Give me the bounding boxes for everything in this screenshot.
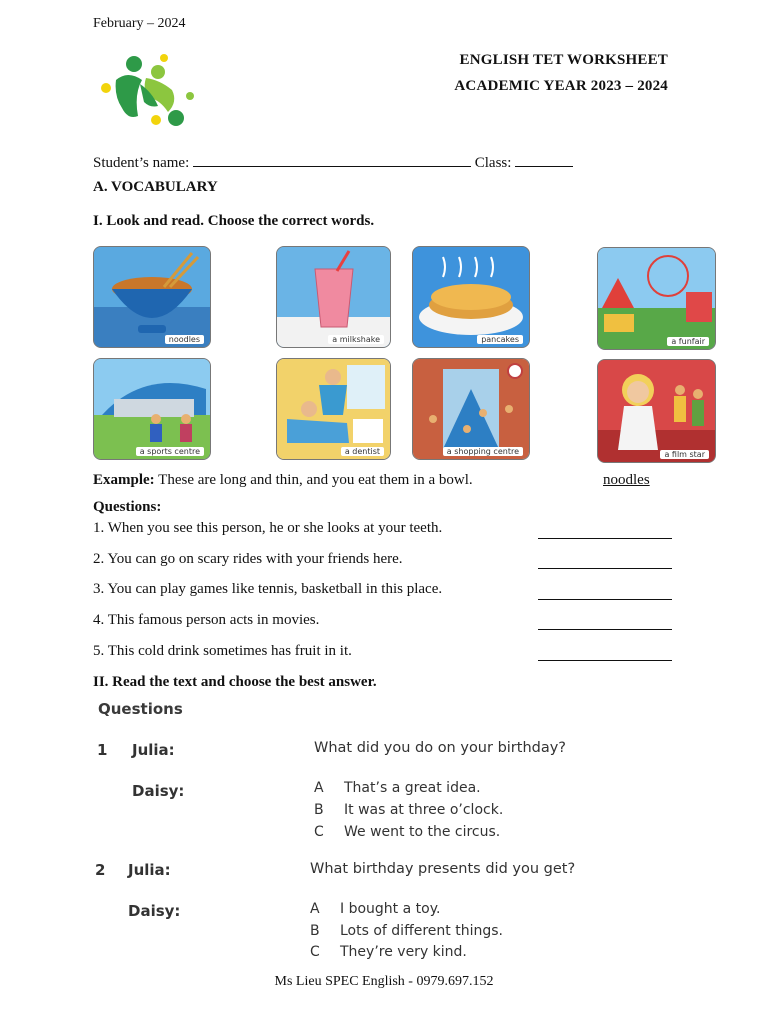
answer-blank-3[interactable]	[538, 599, 672, 600]
picture-caption: a milkshake	[328, 335, 384, 344]
picture-pancakes	[412, 246, 530, 348]
answer-blank-5[interactable]	[538, 660, 672, 661]
option-1c[interactable]: C We went to the circus.	[314, 824, 501, 840]
student-name-label: Student’s name:	[93, 155, 190, 171]
shopping-centre-picture	[413, 359, 529, 459]
option-2c[interactable]: C They’re very kind.	[310, 944, 467, 960]
option-2a[interactable]: A I bought a toy.	[310, 901, 441, 917]
class-label: Class:	[474, 155, 512, 171]
class-field[interactable]	[515, 152, 573, 167]
film-star-picture	[598, 360, 715, 462]
picture-film-star	[597, 359, 716, 463]
part2-title: II. Read the text and choose the best answer.	[93, 674, 377, 690]
student-info-line	[93, 152, 573, 172]
dentist-picture	[277, 359, 390, 459]
picture-caption: a dentist	[341, 447, 384, 456]
option-1a[interactable]: A That’s a great idea.	[314, 780, 481, 796]
question-2: 2. You can go on scary rides with your friends here.	[93, 551, 403, 567]
dialogue-title: Questions	[98, 700, 183, 718]
footer-contact: Ms Lieu SPEC English - 0979.697.152	[274, 974, 494, 989]
part1-title: I. Look and read. Choose the correct words.	[93, 213, 375, 229]
funfair-picture	[598, 248, 715, 349]
option-1b[interactable]: B It was at three o’clock.	[314, 802, 504, 818]
dialogue-question-2: What birthday presents did you get?	[310, 861, 576, 877]
example-answer: noodles	[603, 472, 650, 488]
answer-blank-4[interactable]	[538, 629, 672, 630]
picture-dentist	[276, 358, 391, 460]
picture-caption: a funfair	[667, 337, 709, 346]
speaker-daisy-1: Daisy:	[132, 782, 185, 800]
student-name-field[interactable]	[193, 152, 471, 167]
question-5: 5. This cold drink sometimes has fruit in it.	[93, 643, 352, 659]
speaker-julia-2: Julia:	[128, 861, 171, 879]
picture-caption: noodles	[165, 335, 204, 344]
worksheet-title: ENGLISH TET WORKSHEET	[459, 52, 668, 68]
picture-shopping-centre	[412, 358, 530, 460]
dialogue-question-1: What did you do on your birthday?	[314, 740, 567, 756]
question-1: 1. When you see this person, he or she looks at your teeth.	[93, 520, 443, 536]
picture-caption: a sports centre	[136, 447, 204, 456]
worksheet-date: February – 2024	[93, 16, 186, 31]
example-label: Example:	[93, 472, 155, 488]
option-2b[interactable]: B Lots of different things.	[310, 923, 503, 939]
section-vocabulary-title: A. VOCABULARY	[93, 179, 218, 195]
example-text: These are long and thin, and you eat them in a bowl.	[158, 472, 473, 488]
answer-blank-2[interactable]	[538, 568, 672, 569]
answer-blank-1[interactable]	[538, 538, 672, 539]
speaker-julia-1: Julia:	[132, 741, 175, 759]
picture-funfair	[597, 247, 716, 350]
picture-noodles	[93, 246, 211, 348]
picture-sports-centre	[93, 358, 211, 460]
picture-caption: pancakes	[477, 335, 523, 344]
picture-milkshake	[276, 246, 391, 348]
sports-centre-picture	[94, 359, 210, 459]
questions-label: Questions:	[93, 499, 162, 515]
academic-year: ACADEMIC YEAR 2023 – 2024	[454, 78, 668, 94]
picture-caption: a film star	[660, 450, 709, 459]
speaker-daisy-2: Daisy:	[128, 902, 181, 920]
milkshake-picture	[277, 247, 390, 347]
picture-caption: a shopping centre	[443, 447, 523, 456]
dialogue-number-2: 2	[95, 861, 106, 879]
question-3: 3. You can play games like tennis, basketball in this place.	[93, 581, 443, 597]
noodles-bowl-picture	[94, 247, 210, 347]
dialogue-number-1: 1	[97, 741, 108, 759]
school-logo	[98, 50, 198, 130]
example-line	[93, 472, 473, 489]
question-4: 4. This famous person acts in movies.	[93, 612, 320, 628]
pancakes-picture	[413, 247, 529, 347]
